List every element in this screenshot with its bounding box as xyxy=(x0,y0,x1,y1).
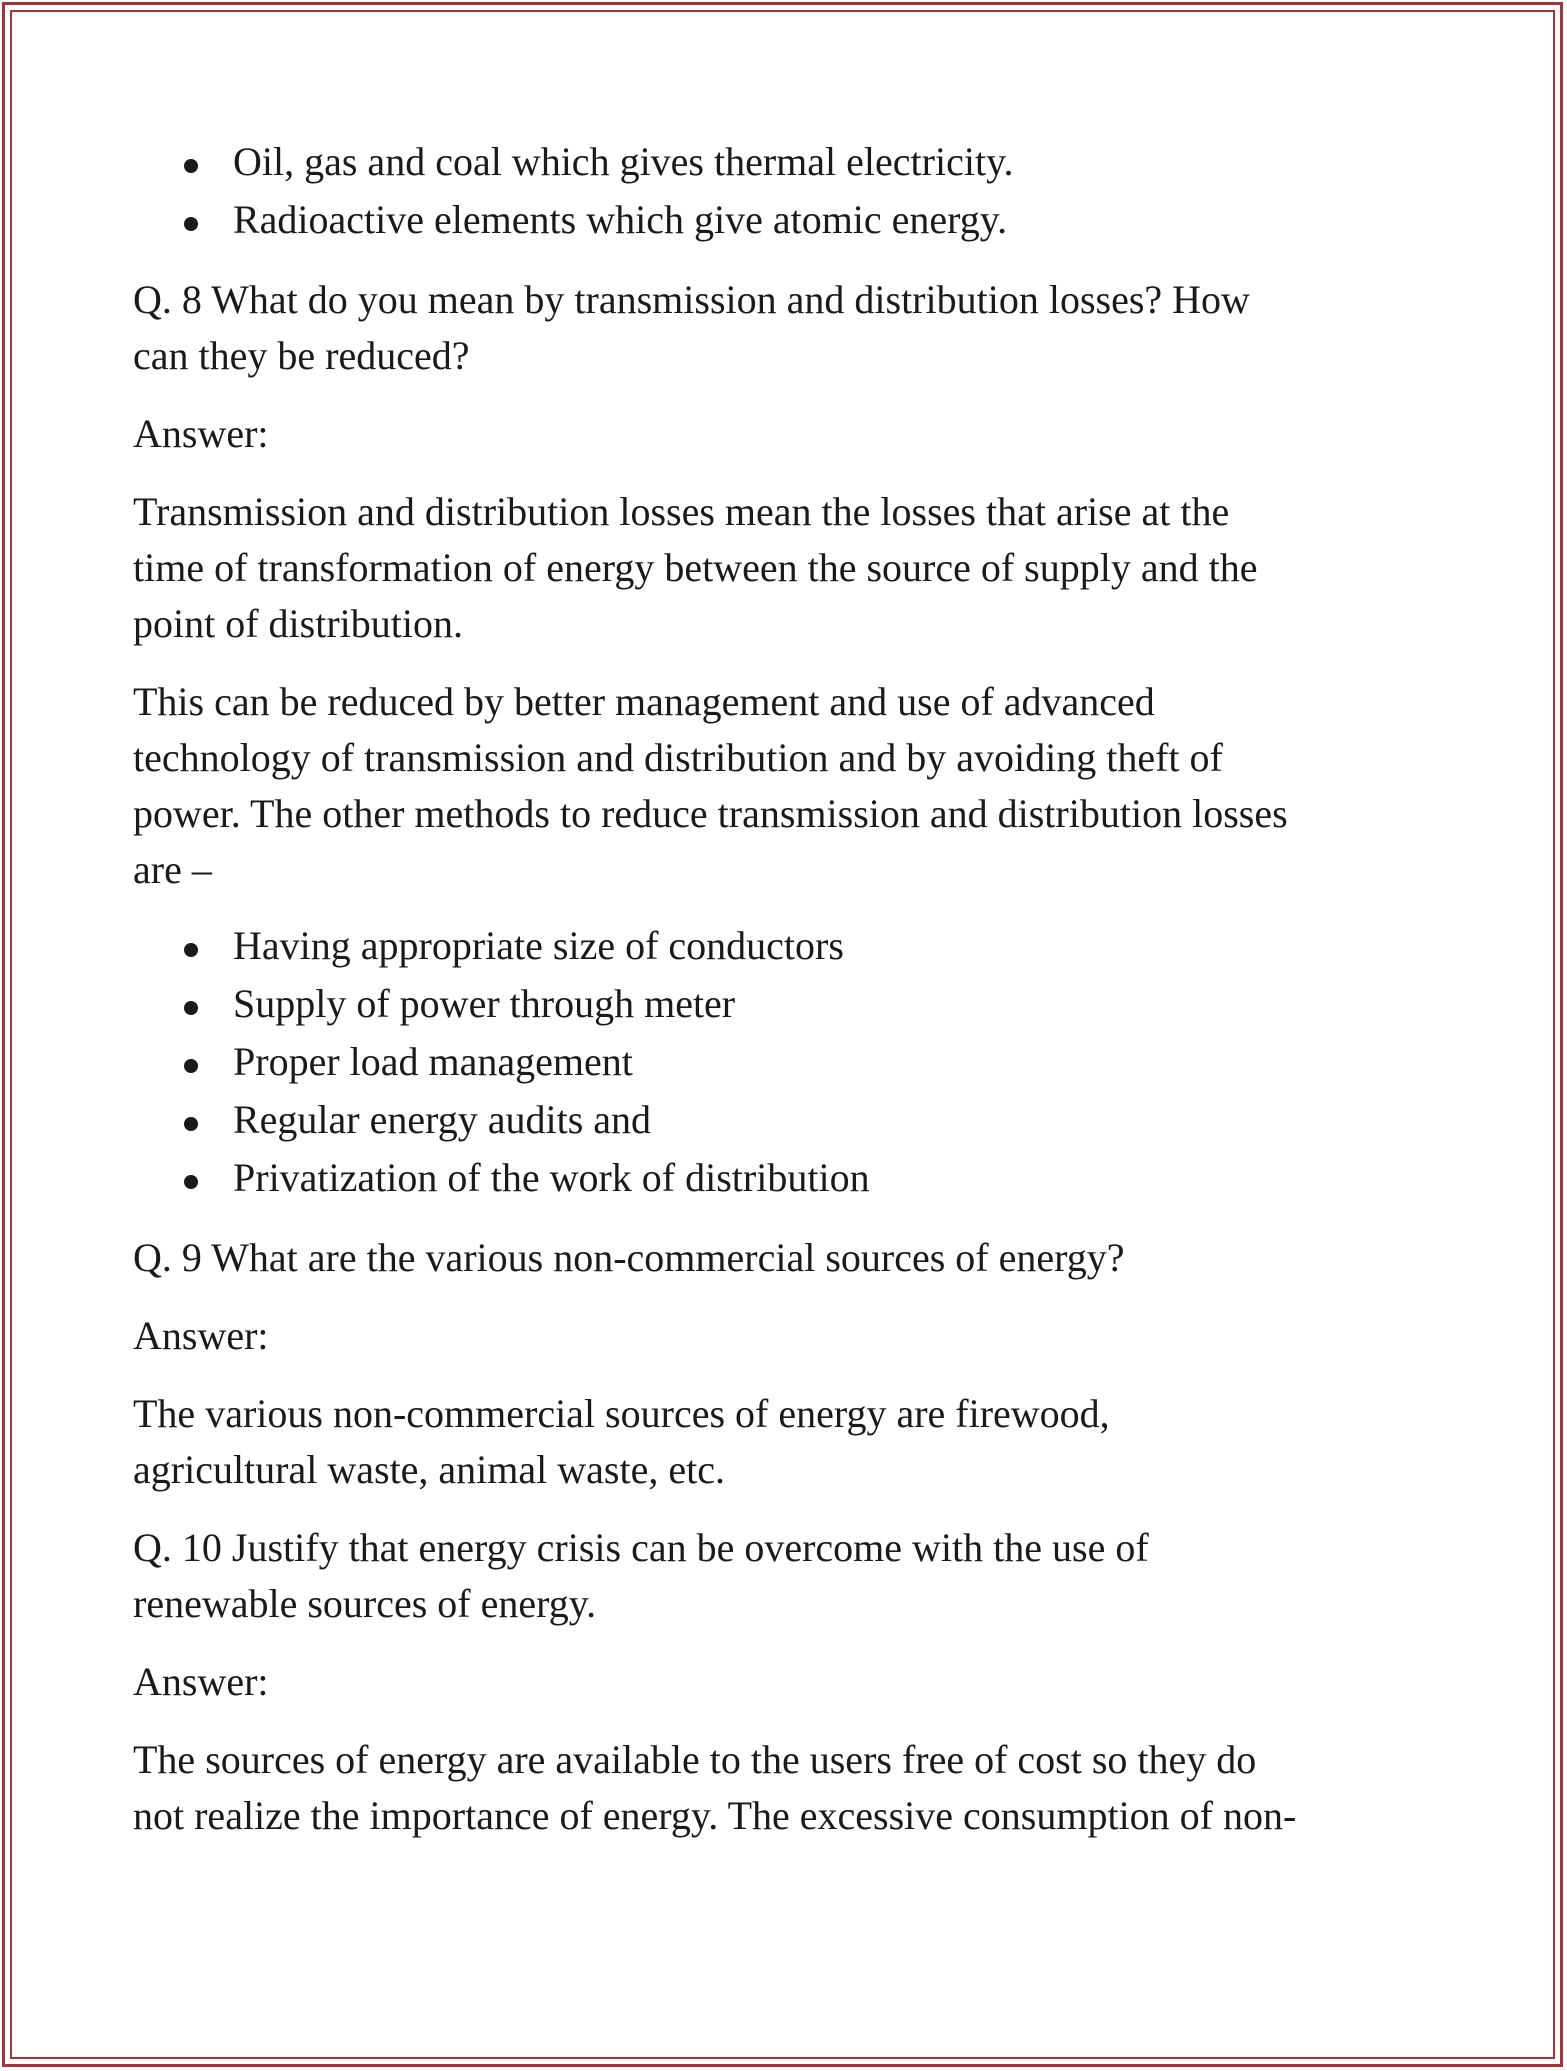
bullet-icon xyxy=(184,1175,198,1189)
list-item: Regular energy audits and xyxy=(133,1092,1433,1150)
loss-reduction-methods-list xyxy=(133,918,1433,1208)
answer-9: The various non-commercial sources of energy are firewood, agricultural waste, animal waste, etc. xyxy=(133,1391,1110,1492)
bullet-icon xyxy=(184,1001,198,1015)
question-9: Q. 9 What are the various non-commercial sources of energy? xyxy=(133,1235,1125,1280)
answer-8-paragraph-2: This can be reduced by better management and use of advanced technology of transmission and distribution and by avoiding theft of power. The other methods to reduce transmission and distribution losses are – xyxy=(133,679,1288,892)
document-content xyxy=(133,134,1433,1844)
answer-label-8: Answer: xyxy=(133,411,269,456)
list-item: Privatization of the work of distribution xyxy=(133,1150,1433,1208)
bullet-icon xyxy=(184,1117,198,1131)
list-item: Having appropriate size of conductors xyxy=(133,918,1433,976)
answer-label-9: Answer: xyxy=(133,1313,269,1358)
answer-label-10: Answer: xyxy=(133,1659,269,1704)
bullet-icon xyxy=(184,1059,198,1073)
question-10: Q. 10 Justify that energy crisis can be overcome with the use of renewable sources of energy. xyxy=(133,1525,1149,1626)
bullet-icon xyxy=(184,217,198,231)
bullet-icon xyxy=(184,943,198,957)
list-item: Radioactive elements which give atomic energy. xyxy=(133,192,1433,250)
energy-sources-list xyxy=(133,134,1433,250)
bullet-icon xyxy=(184,159,198,173)
answer-10: The sources of energy are available to the users free of cost so they do not realize the importance of energy. The excessive consumption of non- xyxy=(133,1737,1297,1838)
answer-8-paragraph-1: Transmission and distribution losses mean the losses that arise at the time of transformation of energy between the source of supply and the point of distribution. xyxy=(133,489,1258,646)
list-item: Proper load management xyxy=(133,1034,1433,1092)
question-8: Q. 8 What do you mean by transmission and distribution losses? How can they be reduced? xyxy=(133,277,1250,378)
list-item: Supply of power through meter xyxy=(133,976,1433,1034)
list-item: Oil, gas and coal which gives thermal electricity. xyxy=(133,134,1433,192)
